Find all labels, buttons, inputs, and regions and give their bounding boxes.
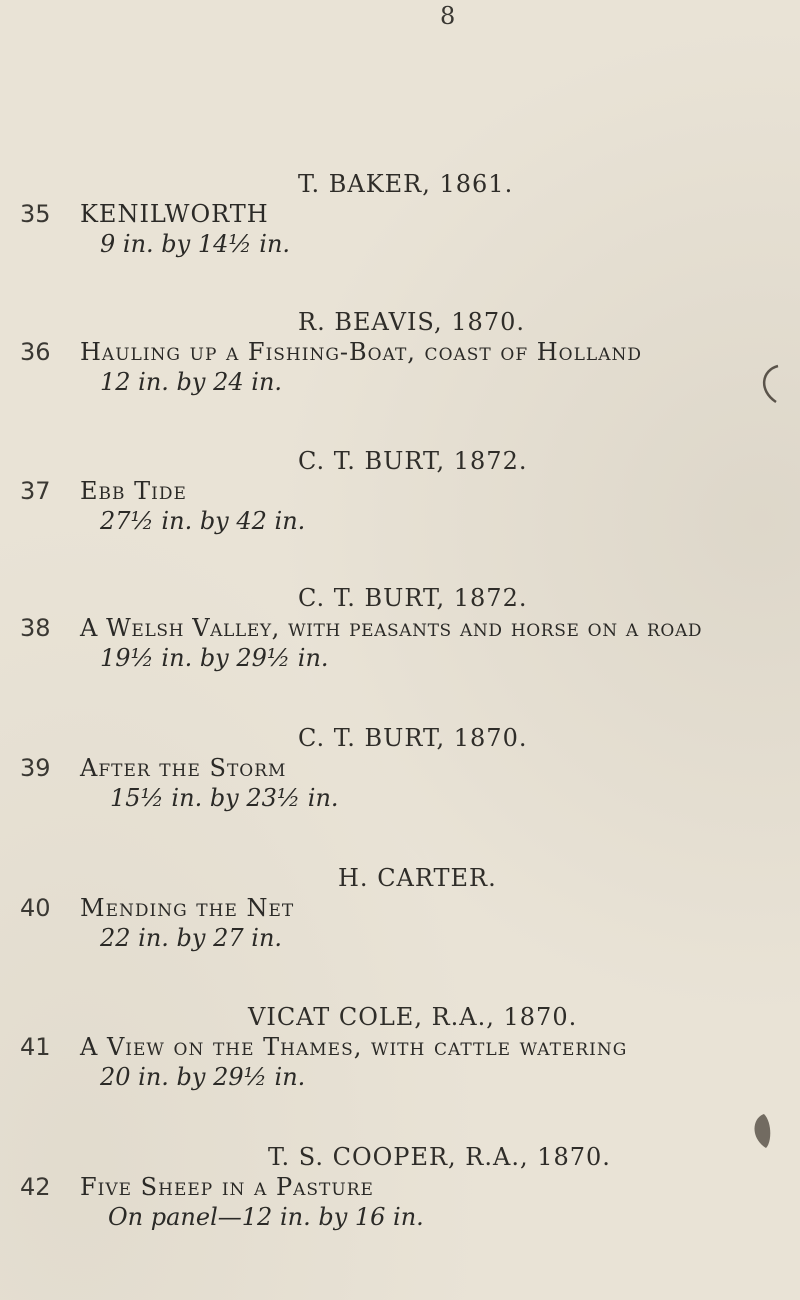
artist-name: R. BEAVIS, 1870. — [298, 308, 525, 336]
lot-title: Mending the Net — [80, 894, 295, 922]
lot-title: A View on the Thames, with cattle watering — [80, 1033, 628, 1061]
margin-ink-blot — [742, 1108, 782, 1158]
artist-name: C. T. BURT, 1870. — [298, 724, 528, 752]
lot-number: 41 — [20, 1033, 51, 1061]
lot-dimensions: 19½ in. by 29½ in. — [100, 644, 329, 672]
lot-number: 40 — [20, 894, 51, 922]
lot-dimensions: 15½ in. by 23½ in. — [110, 784, 339, 812]
lot-number: 37 — [20, 477, 51, 505]
lot-number: 42 — [20, 1173, 51, 1201]
lot-number: 39 — [20, 754, 51, 782]
artist-name: T. BAKER, 1861. — [298, 170, 514, 198]
margin-ink-mark — [748, 360, 788, 410]
lot-title: KENILWORTH — [80, 200, 269, 228]
lot-dimensions: 9 in. by 14½ in. — [100, 230, 291, 258]
lot-title: After the Storm — [80, 754, 287, 782]
lot-title: Ebb Tide — [80, 477, 187, 505]
page-number: 8 — [440, 2, 456, 30]
lot-dimensions: 22 in. by 27 in. — [100, 924, 283, 952]
artist-name: T. S. COOPER, R.A., 1870. — [268, 1143, 611, 1171]
lot-title: A Welsh Valley, with peasants and horse on a road — [80, 614, 703, 642]
lot-number: 36 — [20, 338, 51, 366]
lot-title: Five Sheep in a Pasture — [80, 1173, 374, 1201]
artist-name: H. CARTER. — [338, 864, 497, 892]
lot-number: 35 — [20, 200, 51, 228]
lot-dimensions: 27½ in. by 42 in. — [100, 507, 306, 535]
lot-dimensions: 12 in. by 24 in. — [100, 368, 283, 396]
lot-dimensions: 20 in. by 29½ in. — [100, 1063, 306, 1091]
lot-dimensions: On panel—12 in. by 16 in. — [108, 1203, 424, 1231]
artist-name: C. T. BURT, 1872. — [298, 584, 528, 612]
artist-name: VICAT COLE, R.A., 1870. — [248, 1003, 578, 1031]
lot-number: 38 — [20, 614, 51, 642]
lot-title: Hauling up a Fishing-Boat, coast of Holland — [80, 338, 642, 366]
artist-name: C. T. BURT, 1872. — [298, 447, 528, 475]
